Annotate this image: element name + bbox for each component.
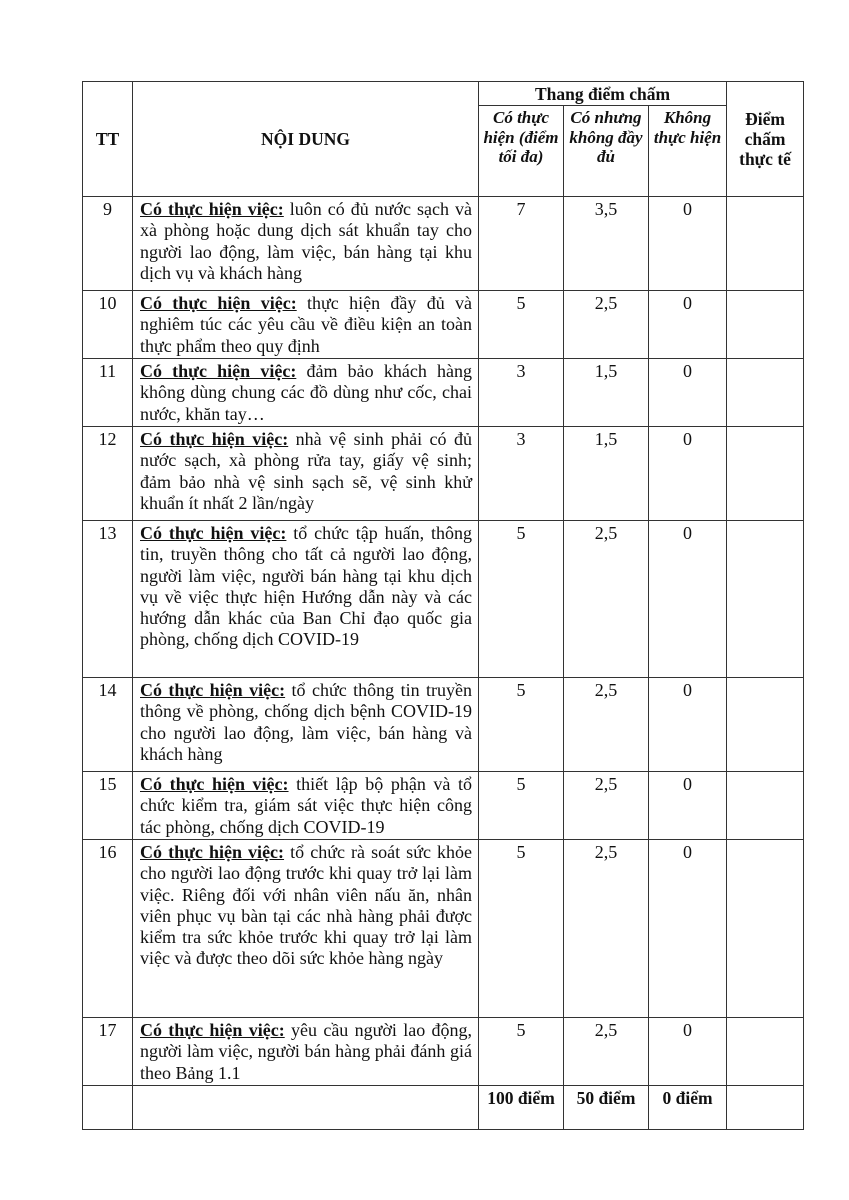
row-actual-score xyxy=(727,840,804,1018)
table-row xyxy=(83,427,804,521)
row-no-score: 0 xyxy=(649,359,727,427)
row-content xyxy=(133,359,479,427)
row-number: 10 xyxy=(83,291,133,359)
table-row xyxy=(83,521,804,678)
row-no-score: 0 xyxy=(649,197,727,291)
totals-actual xyxy=(727,1086,804,1130)
row-description: đảm bảo khách hàng không dùng chung các đồ dùng như cốc, chai nước, khăn tay… xyxy=(140,361,472,424)
totals-content xyxy=(133,1086,479,1130)
row-content xyxy=(133,521,479,678)
row-partial-score: 2,5 xyxy=(564,678,649,772)
row-full-score: 7 xyxy=(479,197,564,291)
row-no-score: 0 xyxy=(649,840,727,1018)
row-no-score: 0 xyxy=(649,291,727,359)
row-full-score: 5 xyxy=(479,291,564,359)
row-description: nhà vệ sinh phải có đủ nước sạch, xà phòng rửa tay, giấy vệ sinh; đảm bảo nhà vệ sinh sạch sẽ, vệ sinh khử khuẩn ít nhất 2 lần/ngày xyxy=(140,429,473,513)
row-content xyxy=(133,678,479,772)
row-description: thực hiện đầy đủ và nghiêm túc các yêu cầu về điều kiện an toàn thực phẩm theo quy định xyxy=(140,293,472,356)
row-actual-score xyxy=(727,678,804,772)
header-scale-group: Thang điểm chấm xyxy=(479,82,727,106)
table-row xyxy=(83,291,804,359)
row-actual-score xyxy=(727,772,804,840)
row-lead-text: Có thực hiện việc: xyxy=(140,774,289,794)
table-row xyxy=(83,197,804,291)
row-no-score: 0 xyxy=(649,521,727,678)
totals-tt xyxy=(83,1086,133,1130)
row-description: thiết lập bộ phận và tổ chức kiểm tra, giám sát việc thực hiện công tác phòng, chống dịch COVID-19 xyxy=(140,774,472,837)
row-number: 11 xyxy=(83,359,133,427)
row-number: 12 xyxy=(83,427,133,521)
header-no-score: Không thực hiện xyxy=(649,106,727,197)
row-full-score: 5 xyxy=(479,772,564,840)
table-row xyxy=(83,678,804,772)
row-lead-text: Có thực hiện việc: xyxy=(140,199,284,219)
row-number: 16 xyxy=(83,840,133,1018)
row-partial-score: 2,5 xyxy=(564,840,649,1018)
row-lead-text: Có thực hiện việc: xyxy=(140,429,289,449)
row-partial-score: 1,5 xyxy=(564,427,649,521)
totals-full: 100 điểm xyxy=(479,1086,564,1130)
row-full-score: 5 xyxy=(479,1018,564,1086)
row-description: tổ chức rà soát sức khỏe cho người lao động trước khi quay trở lại làm việc. Riêng đối với nhân viên nấu ăn, nhân viên phục vụ bàn tại các nhà hàng phải được kiểm tra sức khỏe trước khi quay trở lại làm việc và được theo dõi sức khỏe hàng ngày xyxy=(140,842,473,969)
row-partial-score: 2,5 xyxy=(564,291,649,359)
row-full-score: 3 xyxy=(479,359,564,427)
totals-none: 0 điểm xyxy=(649,1086,727,1130)
table-row xyxy=(83,1018,804,1086)
row-partial-score: 3,5 xyxy=(564,197,649,291)
row-lead-text: Có thực hiện việc: xyxy=(140,361,297,381)
row-partial-score: 2,5 xyxy=(564,1018,649,1086)
row-actual-score xyxy=(727,197,804,291)
row-no-score: 0 xyxy=(649,427,727,521)
row-full-score: 5 xyxy=(479,521,564,678)
row-content xyxy=(133,772,479,840)
row-content xyxy=(133,197,479,291)
row-no-score: 0 xyxy=(649,678,727,772)
row-lead-text: Có thực hiện việc: xyxy=(140,523,287,543)
row-number: 17 xyxy=(83,1018,133,1086)
row-actual-score xyxy=(727,359,804,427)
header-full-score: Có thực hiện (điểm tối đa) xyxy=(479,106,564,197)
row-actual-score xyxy=(727,1018,804,1086)
totals-row xyxy=(83,1086,804,1130)
row-lead-text: Có thực hiện việc: xyxy=(140,1020,285,1040)
row-partial-score: 2,5 xyxy=(564,772,649,840)
row-lead-text: Có thực hiện việc: xyxy=(140,680,286,700)
table-row xyxy=(83,840,804,1018)
header-actual-score: Điểm chấm thực tế xyxy=(727,82,804,197)
row-content xyxy=(133,840,479,1018)
totals-partial: 50 điểm xyxy=(564,1086,649,1130)
row-number: 15 xyxy=(83,772,133,840)
row-content xyxy=(133,1018,479,1086)
row-actual-score xyxy=(727,521,804,678)
row-lead-text: Có thực hiện việc: xyxy=(140,842,285,862)
row-description: yêu cầu người lao động, người làm việc, người bán hàng phải đánh giá theo Bảng 1.1 xyxy=(140,1020,473,1083)
row-content xyxy=(133,427,479,521)
row-partial-score: 2,5 xyxy=(564,521,649,678)
row-number: 14 xyxy=(83,678,133,772)
row-actual-score xyxy=(727,291,804,359)
row-no-score: 0 xyxy=(649,1018,727,1086)
row-number: 13 xyxy=(83,521,133,678)
scoring-table xyxy=(82,81,804,1130)
row-full-score: 3 xyxy=(479,427,564,521)
header-tt: TT xyxy=(83,82,133,197)
row-description: tổ chức thông tin truyền thông về phòng, chống dịch bệnh COVID-19 cho người lao động, làm việc, bán hàng và khách hàng xyxy=(140,680,472,764)
row-description: luôn có đủ nước sạch và xà phòng hoặc dung dịch sát khuẩn tay cho người lao động, làm việc, bán hàng tại khu dịch vụ và khách hàng xyxy=(140,199,472,283)
row-description: tổ chức tập huấn, thông tin, truyền thông cho tất cả người lao động, người làm việc, người bán hàng tại khu dịch vụ về việc thực hiện Hướng dẫn này và các hướng dẫn khác của Ban Chỉ đạo quốc gia phòng, chống dịch COVID-19 xyxy=(140,523,472,650)
table-row xyxy=(83,772,804,840)
row-number: 9 xyxy=(83,197,133,291)
table-body xyxy=(83,197,804,1086)
row-full-score: 5 xyxy=(479,678,564,772)
header-partial-score: Có nhưng không đầy đủ xyxy=(564,106,649,197)
row-content xyxy=(133,291,479,359)
row-lead-text: Có thực hiện việc: xyxy=(140,293,297,313)
row-full-score: 5 xyxy=(479,840,564,1018)
row-no-score: 0 xyxy=(649,772,727,840)
table-row xyxy=(83,359,804,427)
row-partial-score: 1,5 xyxy=(564,359,649,427)
row-actual-score xyxy=(727,427,804,521)
header-content: NỘI DUNG xyxy=(133,82,479,197)
